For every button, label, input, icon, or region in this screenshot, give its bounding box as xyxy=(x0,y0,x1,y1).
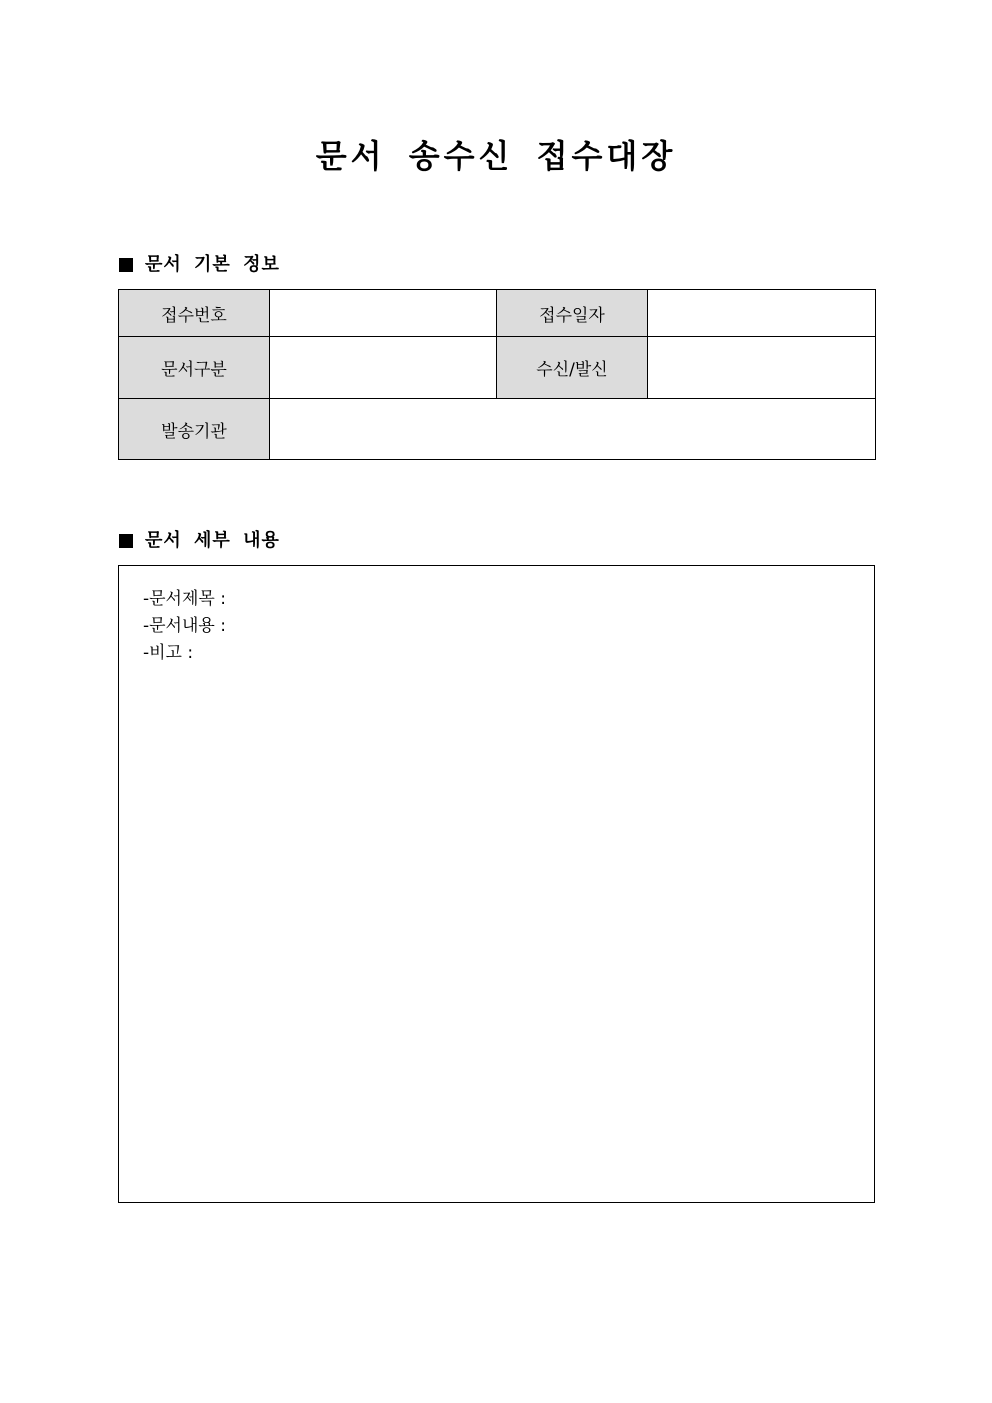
label-cell-receipt-date: 접수일자 xyxy=(497,290,648,337)
details-lines xyxy=(143,586,226,667)
detail-line-document-title: -문서제목 : xyxy=(143,589,226,609)
value-cell-direction[interactable] xyxy=(648,337,876,399)
details-box[interactable] xyxy=(118,565,875,1203)
value-cell-document-type[interactable] xyxy=(270,337,497,399)
section-heading-label: 문서 기본 정보 xyxy=(145,254,280,275)
value-cell-receipt-number[interactable] xyxy=(270,290,497,337)
detail-line-document-content: -문서내용 : xyxy=(143,616,226,636)
value-cell-receipt-date[interactable] xyxy=(648,290,876,337)
label-cell-document-type: 문서구분 xyxy=(119,337,270,399)
label-cell-receipt-number: 접수번호 xyxy=(119,290,270,337)
section-heading-basic-info xyxy=(119,253,280,277)
basic-info-table xyxy=(118,289,876,460)
detail-line-remarks: -비고 : xyxy=(143,643,194,663)
table-row xyxy=(119,337,876,399)
label-cell-direction: 수신/발신 xyxy=(497,337,648,399)
value-cell-sending-agency[interactable] xyxy=(270,399,876,460)
section-heading-details xyxy=(119,529,280,553)
table-row xyxy=(119,290,876,337)
section-heading-label: 문서 세부 내용 xyxy=(145,530,280,551)
table-row xyxy=(119,399,876,460)
square-bullet-icon xyxy=(119,534,133,548)
page-title: 문서 송수신 접수대장 xyxy=(315,137,677,175)
label-cell-sending-agency: 발송기관 xyxy=(119,399,270,460)
square-bullet-icon xyxy=(119,258,133,272)
